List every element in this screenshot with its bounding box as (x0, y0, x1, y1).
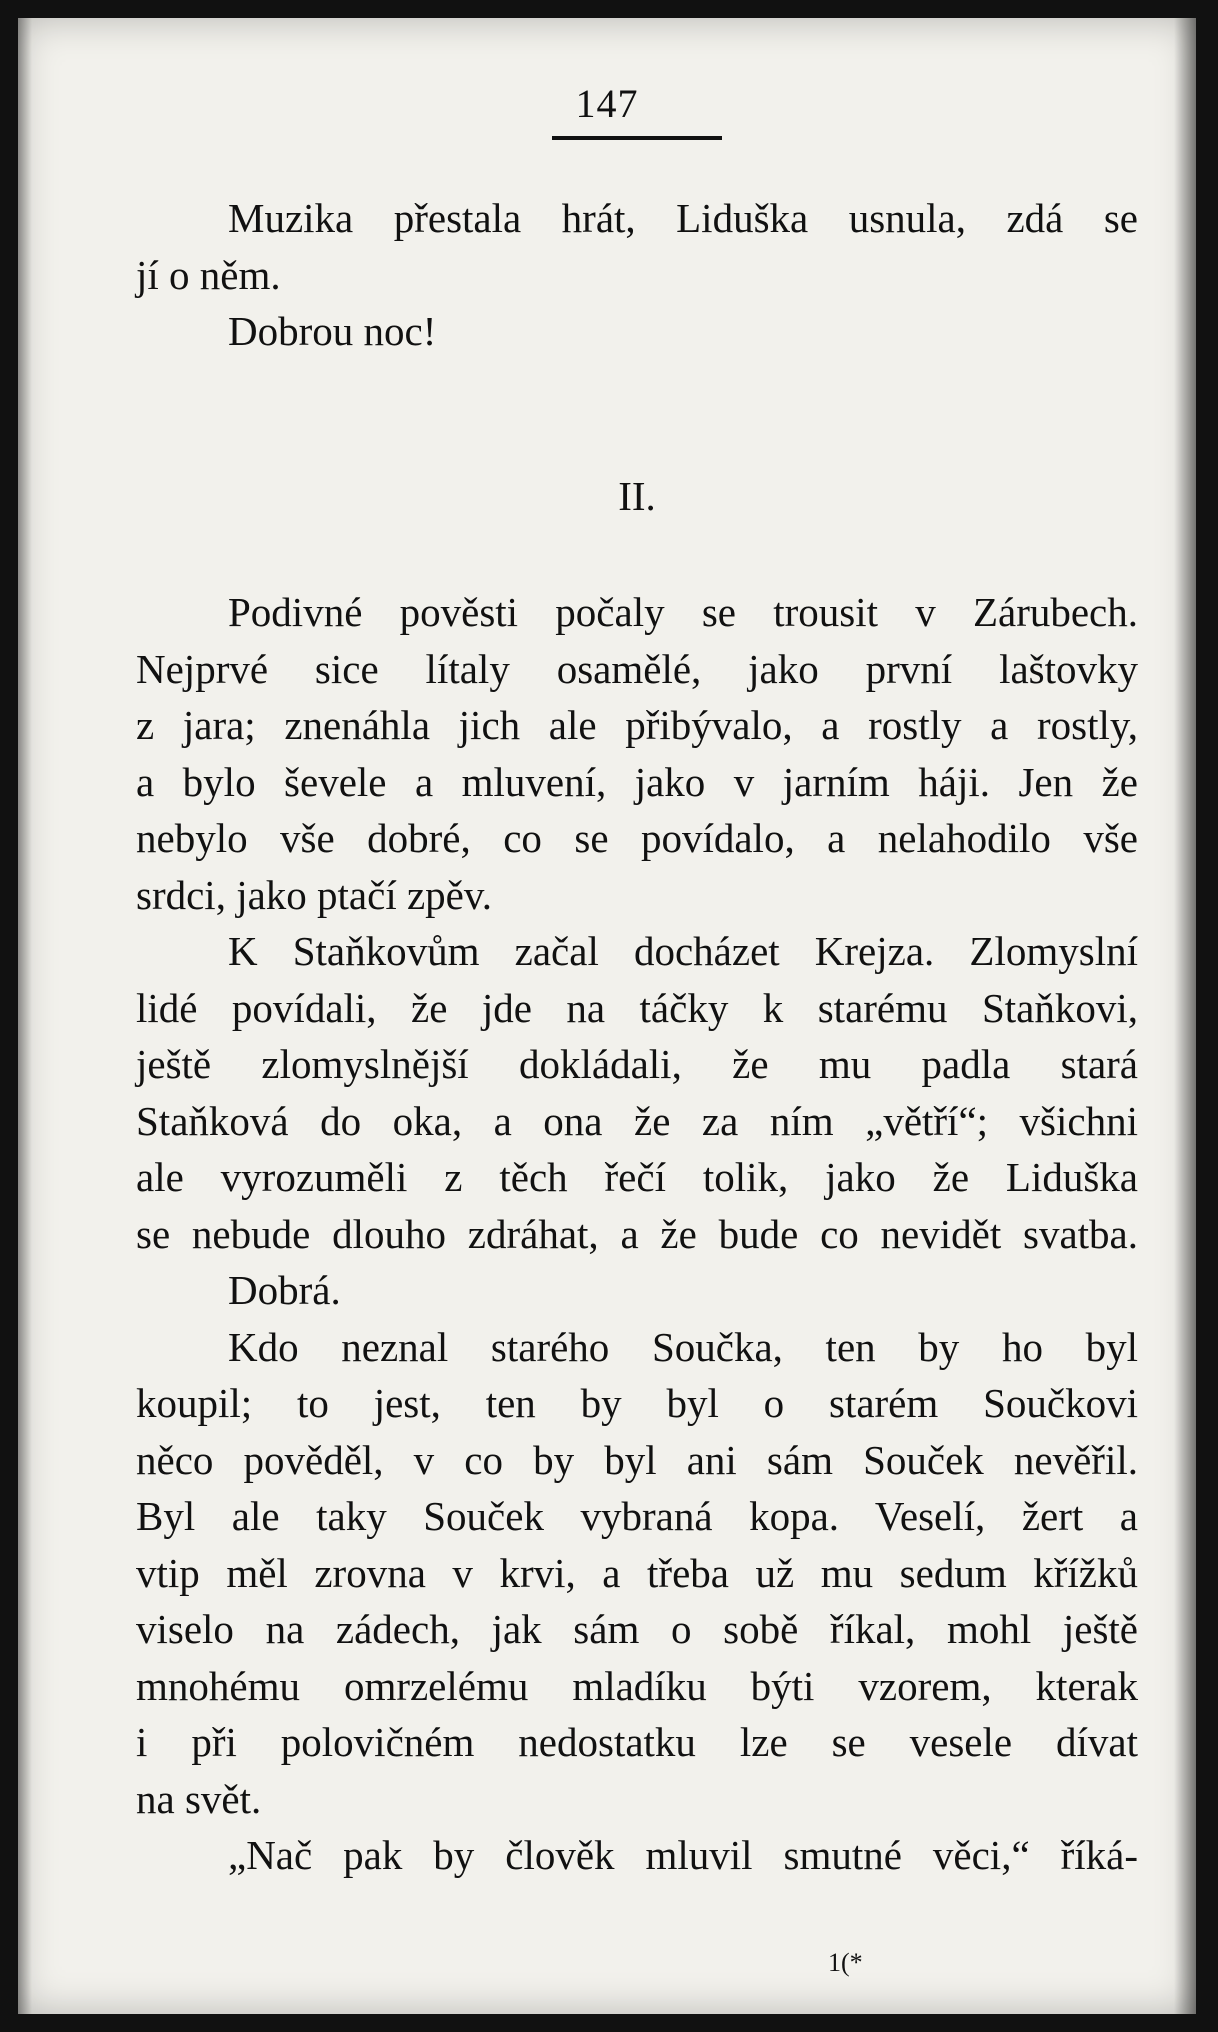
section-heading-block (136, 468, 1138, 525)
text-line: viselo na zádech, jak sám o sobě říkal, mohl ještě (136, 1606, 1138, 1652)
text-line: „Nač pak by člověk mluvil smutné věci,“ říká- (228, 1832, 1138, 1878)
text-line: ale vyrozuměli z těch řečí tolik, jako že Liduška (136, 1154, 1138, 1200)
page-left-shadow (18, 18, 32, 2014)
header-rule (552, 136, 722, 140)
book-page (18, 18, 1196, 2014)
text-line: na svět. (136, 1775, 262, 1822)
body-text (136, 584, 1138, 1884)
section-heading: II. (618, 473, 656, 519)
text-line: ještě zlomyslnější dokládali, že mu padla stará (136, 1041, 1138, 1087)
page-right-shadow (1174, 18, 1196, 2014)
text-line: a bylo ševele a mluvení, jako v jarním háji. Jen že (136, 758, 1138, 805)
text-line: koupil; to jest, ten by byl o starém Součkovi (136, 1380, 1138, 1426)
text-line: se nebude dlouho zdráhat, a že bude co nevidět svatba. (136, 1210, 1138, 1257)
text-line: Dobrou noc! (228, 308, 437, 354)
text-line: mnohému omrzelému mladíku býti vzorem, kterak (136, 1662, 1138, 1709)
text-line: něco pověděl, v co by byl ani sám Souček nevěřil. (136, 1436, 1138, 1483)
body-text (136, 190, 1138, 360)
text-line: Byl ale taky Souček vybraná kopa. Veselí, žert a (136, 1493, 1138, 1539)
text-line: Podivné pověsti počaly se trousit v Zárubech. (228, 589, 1138, 635)
text-line: Staňková do oka, a ona že za ním „větří“; všichni (136, 1097, 1138, 1144)
signature-mark: 1(* (828, 1948, 863, 1977)
text-line: i při polovičném nedostatku lze se vesele dívat (136, 1719, 1138, 1765)
text-line: jí o něm. (136, 251, 281, 298)
text-line: nebylo vše dobré, co se povídalo, a nelahodilo vše (136, 815, 1138, 861)
text-line: lidé povídali, že jde na táčky k starému Staňkovi, (136, 984, 1138, 1031)
text-line: vtip měl zrovna v krvi, a třeba už mu sedum křížků (136, 1549, 1138, 1596)
text-line: Nejprvé sice lítaly osamělé, jako první laštovky (136, 645, 1138, 692)
page-header (18, 80, 1196, 133)
text-line: K Staňkovům začal docházet Krejza. Zlomyslní (228, 928, 1138, 974)
text-line: Muzika přestala hrát, Liduška usnula, zdá se (228, 195, 1138, 241)
page-number: 147 (575, 81, 639, 126)
text-line: z jara; znenáhla jich ale přibývalo, a rostly a rostly, (136, 702, 1138, 748)
text-line: srdci, jako ptačí zpěv. (136, 871, 492, 918)
text-line: Kdo neznal starého Součka, ten by ho byl (228, 1323, 1138, 1370)
text-line: Dobrá. (228, 1267, 341, 1313)
